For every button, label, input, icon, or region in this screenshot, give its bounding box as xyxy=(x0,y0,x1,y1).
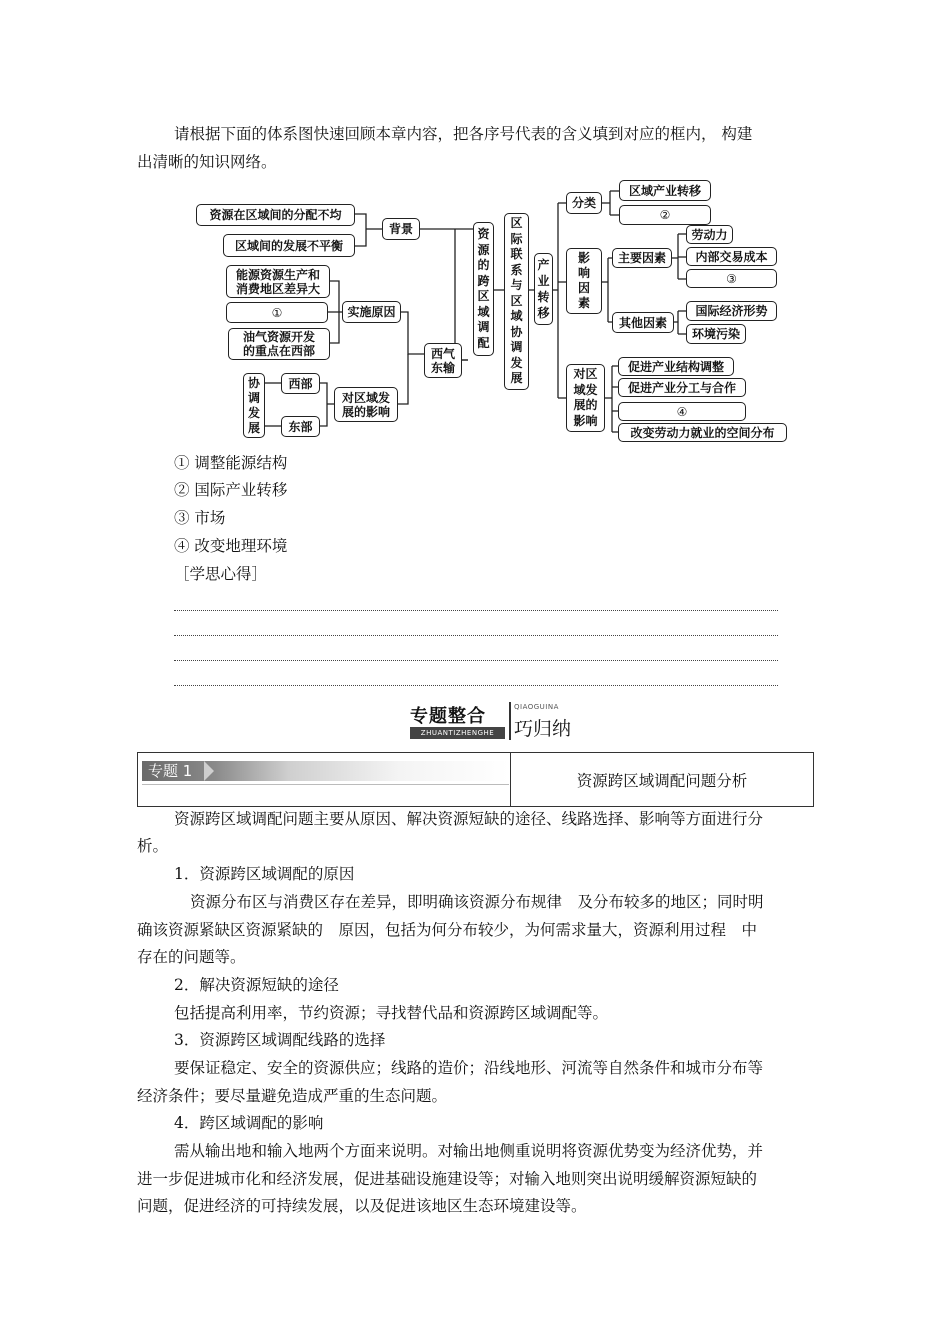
oil-gas-line-2: 的重点在西部 xyxy=(242,344,315,358)
impact-line-1: 对区域发 xyxy=(341,390,390,405)
body-p1-line2: 析。 xyxy=(137,837,169,855)
diagram-box-implementation-reasons: 实施原因 xyxy=(342,301,401,323)
col2-char: 展 xyxy=(510,371,523,386)
diagram-box-cross-region-allocation xyxy=(473,222,494,356)
col3-char: 移 xyxy=(537,306,550,320)
diagram-box-transaction-cost: 内部交易成本 xyxy=(686,247,777,266)
diagram-box-blank-2: ② xyxy=(619,205,711,225)
factor-char: 素 xyxy=(577,296,590,310)
diagram-box-energy-difference xyxy=(226,265,330,298)
note-line xyxy=(174,610,778,611)
body-p5-line2: 进一步促进城市化和经济发展，促进基础设施建设等；对输入地则突出说明缓解资源短缺的 xyxy=(137,1170,758,1188)
diagram-box-other-factors: 其他因素 xyxy=(612,312,674,333)
diagram-box-west-east-gas xyxy=(424,343,462,378)
intro-line-1: 请根据下面的体系图快速回顾本章内容，把各序号代表的含义填到对应的框内， 构建 xyxy=(174,125,753,143)
col2-char: 区 xyxy=(510,293,523,308)
body-p2-line2: 确该资源紧缺区资源紧缺的 原因，包括为何分布较少，为何需求量大，资源利用过程 中 xyxy=(137,921,758,939)
col2-char: 域 xyxy=(510,309,523,324)
diagram-box-structure-adjustment: 促进产业结构调整 xyxy=(618,357,734,376)
note-line xyxy=(174,685,778,686)
col1-char: 区 xyxy=(477,289,490,303)
impact-char: 域发 xyxy=(573,382,598,397)
impact-line-2: 展的影响 xyxy=(341,404,390,419)
energy-difference-line-1: 能源资源生产和 xyxy=(235,267,320,282)
body-p5-line3: 问题，促进经济的可持续发展，以及促进该地区生态环境建设等。 xyxy=(137,1197,587,1215)
factor-char: 因 xyxy=(577,281,590,295)
banner-left-title: 专题整合 xyxy=(410,706,486,727)
diagram-box-international-economy: 国际经济形势 xyxy=(686,301,777,321)
energy-difference-line-2: 消费地区差异大 xyxy=(235,281,320,296)
topic-tag-arrow-icon xyxy=(204,761,214,781)
body-heading-1: 1．资源跨区域调配的原因 xyxy=(174,865,355,883)
col1-char: 源 xyxy=(477,242,490,257)
diagram-box-industrial-transfer xyxy=(534,253,553,325)
body-heading-4: 4．跨区域调配的影响 xyxy=(174,1114,324,1132)
body-heading-3: 3．资源跨区域调配线路的选择 xyxy=(174,1031,386,1049)
impact-char: 对区 xyxy=(573,367,598,381)
diagram-box-development-imbalance: 区域间的发展不平衡 xyxy=(223,234,355,257)
diagram-box-impact-on-region xyxy=(334,387,398,422)
col1-char: 配 xyxy=(477,335,490,350)
topic-tag-bar xyxy=(142,761,509,781)
col2-char: 联 xyxy=(510,247,523,262)
body-p5-line1: 需从输出地和输入地两个方面来说明。对输出地侧重说明将资源优势变为经济优势，并 xyxy=(174,1142,764,1160)
factor-char: 影 xyxy=(577,251,590,265)
body-p3: 包括提高利用率，节约资源；寻找替代品和资源跨区域调配等。 xyxy=(174,1004,609,1022)
coord-char-2: 调 xyxy=(247,390,260,405)
diagram-box-classification: 分类 xyxy=(566,192,602,214)
col1-char: 域 xyxy=(477,304,490,319)
topic-title: 资源跨区域调配问题分析 xyxy=(576,771,748,790)
col2-char: 系 xyxy=(510,262,523,277)
diagram-box-resource-distribution: 资源在区域间的分配不均 xyxy=(196,204,355,226)
banner-left-pinyin: ZHUANTIZHENGHE xyxy=(410,727,505,739)
diagram-box-east: 东部 xyxy=(281,416,320,437)
diagram-box-blank-1: ① xyxy=(226,302,328,323)
xiqi-line-1: 西气 xyxy=(430,346,455,361)
col3-char: 产 xyxy=(537,258,550,272)
xiqi-line-2: 东输 xyxy=(430,360,455,375)
diagram-box-regional-impact xyxy=(566,364,605,432)
col1-char: 资 xyxy=(477,227,490,241)
diagram-box-regional-industry-transfer: 区域产业转移 xyxy=(619,180,711,201)
diagram-box-main-factors: 主要因素 xyxy=(612,248,672,268)
diagram-box-coordinated-development xyxy=(243,373,265,438)
body-heading-2: 2．解决资源短缺的途径 xyxy=(174,976,339,994)
answer-4: ④ 改变地理环境 xyxy=(174,537,288,555)
topic-tag-label: 专题 1 xyxy=(148,762,193,780)
col1-char: 调 xyxy=(477,320,490,334)
col2-char: 际 xyxy=(510,231,523,246)
col2-char: 协 xyxy=(510,324,523,339)
body-p2-line1: 资源分布区与消费区存在差异，即明确该资源分布规律 及分布较多的地区；同时明 xyxy=(190,893,764,911)
xuesi-heading: ［学思心得］ xyxy=(174,565,268,583)
body-p2-line3: 存在的问题等。 xyxy=(137,948,246,966)
answer-2: ② 国际产业转移 xyxy=(174,481,288,499)
banner-right-pinyin: QIAOGUINA xyxy=(514,703,559,711)
coord-char-3: 发 xyxy=(247,405,260,420)
factor-char: 响 xyxy=(577,266,590,280)
col3-char: 业 xyxy=(537,274,550,288)
impact-char: 影响 xyxy=(573,413,598,428)
topic-tag-cell xyxy=(138,753,511,806)
diagram-box-blank-4: ④ xyxy=(618,402,746,421)
body-p1-line1: 资源跨区域调配问题主要从原因、解决资源短缺的途径、线路选择、影响等方面进行分 xyxy=(174,810,764,828)
note-line xyxy=(174,660,778,661)
diagram-box-oil-gas-west xyxy=(228,328,330,360)
diagram-box-influencing-factors xyxy=(566,248,602,314)
intro-line-2: 出清晰的知识网络。 xyxy=(137,153,277,171)
oil-gas-line-1: 油气资源开发 xyxy=(242,330,315,344)
diagram-box-labor: 劳动力 xyxy=(686,225,733,244)
col2-char: 发 xyxy=(510,355,523,370)
answer-1: ① 调整能源结构 xyxy=(174,454,288,472)
col2-char: 区 xyxy=(510,216,523,231)
banner-right-title: 巧归纳 xyxy=(514,718,572,740)
col2-char: 与 xyxy=(510,278,523,293)
answer-3: ③ 市场 xyxy=(174,509,226,527)
diagram-box-west: 西部 xyxy=(281,373,320,394)
diagram-box-background: 背景 xyxy=(382,218,420,240)
diagram-box-division-cooperation: 促进产业分工与合作 xyxy=(618,378,746,397)
note-line xyxy=(174,635,778,636)
impact-char: 展的 xyxy=(573,398,598,412)
col3-char: 转 xyxy=(537,290,550,304)
diagram-box-regional-links xyxy=(504,213,529,390)
body-p4-line1: 要保证稳定、安全的资源供应；线路的造价；沿线地形、河流等自然条件和城市分布等 xyxy=(174,1059,764,1077)
body-p4-line2: 经济条件；要尽量避免造成严重的生态问题。 xyxy=(137,1087,448,1105)
diagram-box-labor-distribution: 改变劳动力就业的空间分布 xyxy=(618,423,787,442)
topic-tag-underline xyxy=(142,784,509,785)
banner-divider xyxy=(509,702,511,740)
topic-header xyxy=(137,752,814,807)
diagram-box-blank-3: ③ xyxy=(686,269,777,288)
col1-char: 的 xyxy=(477,258,490,272)
diagram-box-pollution: 环境污染 xyxy=(686,324,746,344)
col1-char: 跨 xyxy=(477,273,490,288)
col2-char: 调 xyxy=(510,340,523,355)
coord-char-1: 协 xyxy=(247,375,260,390)
coord-char-4: 展 xyxy=(247,420,260,435)
section-banner xyxy=(410,700,580,742)
